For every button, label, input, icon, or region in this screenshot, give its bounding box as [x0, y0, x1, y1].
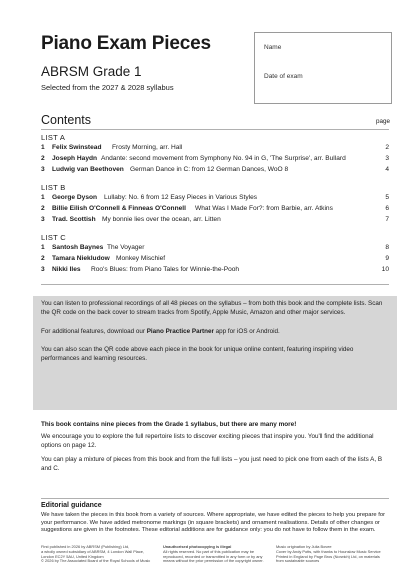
- piece-number: 3: [41, 166, 45, 173]
- guidance-divider: [41, 498, 389, 499]
- page-number: 2: [385, 144, 389, 151]
- page-number: 4: [385, 166, 389, 173]
- footer-publisher: First published in 2026 by ABRSM (Publishing) Ltd, a wholly owned subsidiary of ABRSM, 4 London Wall Place, London EC2Y 5AU, United Kingdom © 2026 by The Associated Board of the Royal Schools of Music: [41, 544, 151, 564]
- page-number: 8: [385, 244, 389, 251]
- more-pieces-heading: This book contains nine pieces from the Grade 1 syllabus, but there are many more!: [41, 421, 297, 428]
- composer: Billie Eilish O'Connell & Finneas O'Connell: [52, 205, 186, 212]
- recordings-info-box: [33, 296, 397, 410]
- composer: Santosh Baynes: [52, 244, 104, 251]
- composer: Trad. Scottish: [52, 216, 96, 223]
- app-name: Piano Practice Partner: [146, 328, 214, 335]
- page-number: 5: [385, 194, 389, 201]
- contents-heading: Contents: [41, 113, 92, 127]
- piece-title: What Was I Made For?: from Barbie, arr. Atkins: [195, 205, 333, 212]
- list-c-label: LIST C: [41, 233, 67, 242]
- composer: Nikki Iles: [52, 266, 81, 273]
- piece-title: German Dance in C: from 12 German Dances, WoO 8: [130, 166, 289, 173]
- page-number: 7: [385, 216, 389, 223]
- piece-title: Monkey Mischief: [116, 255, 166, 262]
- footer-credits: Music origination by Julia Bovee Cover by Andy Potts, with thanks to Hounslow Music Service Printed in England by Page Bros (Norwich) Ltd, on materials from sustainable sources: [276, 544, 381, 564]
- composer: Joseph Haydn: [52, 155, 98, 162]
- syllabus-note: Selected from the 2027 & 2028 syllabus: [41, 83, 174, 92]
- piece-title: Lullaby: No. 6 from 12 Easy Pieces in Various Styles: [104, 194, 258, 201]
- qr-paragraph: You can also scan the QR code above each piece in the book for unique online content, featuring inspiring video performances and learning resources.: [41, 346, 354, 362]
- app-paragraph: For additional features, download our Piano Practice Partner app for iOS or Android.: [41, 328, 280, 335]
- book-title: Piano Exam Pieces: [41, 33, 211, 54]
- grade-subtitle: ABRSM Grade 1: [41, 64, 142, 79]
- name-date-box: [254, 32, 392, 104]
- editorial-guidance-text: We have taken the pieces in this book from a variety of sources. Where appropriate, we have edited the pieces to help you prepare for your performance. We have added metronome markings (in square brackets) and ornament realisations. Details of other changes or suggestions are given in the footnotes. These editorial additions are for guidance only: you do not have to follow them in the exam.: [41, 512, 386, 534]
- page-number: 9: [385, 255, 389, 262]
- piece-title: Frosty Morning, arr. Hall: [112, 144, 183, 151]
- list-b-label: LIST B: [41, 183, 66, 192]
- contents-divider: [41, 129, 389, 130]
- editorial-guidance-heading: Editorial guidance: [41, 502, 102, 509]
- contents-bottom-divider: [41, 284, 389, 285]
- date-of-exam-label: Date of exam: [264, 73, 303, 80]
- page-number: 10: [381, 266, 389, 273]
- piece-number: 1: [41, 144, 45, 151]
- piece-title: My bonnie lies over the ocean, arr. Litten: [102, 216, 221, 223]
- footer-copyright: Unauthorised photocopying is illegal All rights reserved. No part of this publication may be reproduced, recorded or transmitted in any form or by any means without the prior permission of the copyright owner.: [163, 544, 264, 564]
- page-column-label: page: [375, 118, 390, 125]
- page-number: 3: [385, 155, 389, 162]
- name-label: Name: [264, 44, 282, 51]
- composer: Ludwig van Beethoven: [52, 166, 124, 173]
- piece-title: The Voyager: [107, 244, 145, 251]
- list-a-label: LIST A: [41, 133, 66, 142]
- repertoire-paragraph: We encourage you to explore the full repertoire lists to discover exciting pieces that inspire you. You'll find the additional options on page 12.: [41, 433, 374, 449]
- recordings-paragraph: You can listen to professional recordings of all 48 pieces on the syllabus – from both this book and the complete lists. Scan the QR code on the back cover to stream tracks from Spotify, Apple Music, Amazon and other major services.: [41, 300, 383, 316]
- piece-number: 1: [41, 244, 45, 251]
- piece-number: 3: [41, 266, 45, 273]
- piece-number: 2: [41, 255, 45, 262]
- piece-title: Roo's Blues: from Piano Tales for Winnie-the-Pooh: [91, 266, 240, 273]
- composer: Tamara Niekludow: [52, 255, 110, 262]
- piece-number: 2: [41, 155, 45, 162]
- piece-number: 1: [41, 194, 45, 201]
- page-number: 6: [385, 205, 389, 212]
- piece-number: 3: [41, 216, 45, 223]
- piece-number: 2: [41, 205, 45, 212]
- piece-title: Andante: second movement from Symphony No. 94 in G, 'The Surprise', arr. Bullard: [101, 155, 346, 162]
- composer: Felix Swinstead: [52, 144, 102, 151]
- mix-pieces-paragraph: You can play a mixture of pieces from this book and from the full lists – you just need to pick one from each of the lists A, B and C.: [41, 456, 383, 472]
- composer: George Dyson: [52, 194, 98, 201]
